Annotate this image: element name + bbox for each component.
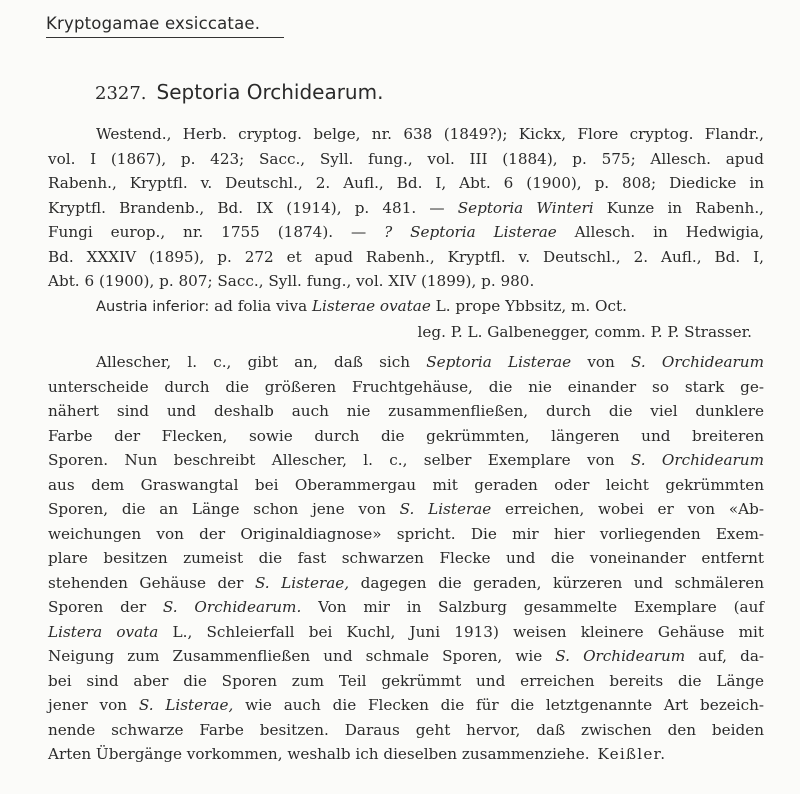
taxon-name: S. Orchidearum. [162, 598, 302, 616]
text: von [571, 353, 632, 371]
species-title: Septoria Orchidearum. [156, 80, 384, 104]
running-title: Kryptogamae exsiccatae. [46, 14, 284, 38]
locality-text: L. prope Ybbsitz, m. Oct. [430, 297, 627, 315]
discussion-line: plare besitzen zumeist die fast schwarzen Flecke und die voneinander entfernt [48, 549, 764, 567]
locality-line [48, 294, 764, 320]
taxon-name: S. Orchidearum [555, 647, 686, 665]
discussion-line: unterscheide durch die größeren Fruchtgehäuse, die nie einander so stark ge- [48, 377, 764, 396]
discussion-line [48, 595, 764, 620]
discussion-line [48, 620, 764, 645]
taxon-name: S. Orchidearum [630, 451, 764, 469]
text: auf, da- [685, 647, 765, 665]
references-block [48, 122, 764, 294]
text: L., Schleierfall bei Kuchl, Juni 1913) weisen kleinere Gehäuse mit [158, 622, 764, 641]
reference-line: Rabenh., Kryptfl. v. Deutschl., 2. Aufl., Bd. I, Abt. 6 (1900), p. 808; Diedicke in [48, 174, 764, 192]
locality-text: ad folia viva [209, 297, 312, 315]
reference-line: Westend., Herb. cryptog. belge, nr. 638 (1849?); Kickx, Flore cryptog. Flandr., [96, 125, 764, 143]
entry-number: 2327. [95, 83, 147, 104]
reference-text: Kunze in Rabenh., [593, 198, 764, 217]
discussion-line [48, 644, 764, 669]
reference-line [48, 196, 764, 221]
reference-text: Kryptfl. Brandenb., Bd. IX (1914), p. 481. — [48, 198, 458, 217]
discussion-line: Farbe der Flecken, sowie durch die gekrümmten, längeren und breiteren [48, 426, 764, 445]
text: Von mir in Salzburg gesammelte Exemplare (auf [301, 598, 764, 616]
discussion-line: nähert sind und deshalb auch nie zusammenfließen, durch die viel dunklere [48, 402, 764, 420]
text: Sporen, die an Länge schon jene von [48, 500, 400, 518]
reference-line [48, 220, 764, 245]
text: dagegen die geraden, kürzeren und schmäleren [349, 573, 764, 592]
discussion-line [48, 693, 764, 718]
text: stehenden Gehäuse der [48, 573, 255, 592]
taxon-name: S. Orchidearum [631, 353, 764, 371]
synonym-name: ? Septoria Listerae [384, 223, 557, 241]
reference-line: vol. I (1867), p. 423; Sacc., Syll. fung., vol. III (1884), p. 575; Allesch. apud [48, 149, 764, 168]
discussion-line [48, 497, 764, 522]
text: Allescher, l. c., gibt an, daß sich [96, 353, 427, 371]
taxon-name: Septoria Listerae [426, 353, 572, 371]
text: Sporen der [48, 598, 163, 616]
taxon-name: S. Listerae, [138, 696, 234, 714]
discussion-line [48, 571, 764, 596]
host-name: Listerae ovatae [311, 297, 431, 315]
discussion-line: weichungen von der Originaldiagnose» spricht. Die mir hier vorliegenden Exem- [48, 524, 764, 543]
text: jener von [48, 696, 139, 714]
reference-text: Fungi europ., nr. 1755 (1874). — [48, 223, 385, 241]
reference-text: Allesch. in Hedwigia, [556, 223, 764, 241]
text: Arten Übergänge vorkommen, weshalb ich dieselben zusammenziehe. [48, 745, 590, 763]
text: Sporen. Nun beschreibt Allescher, l. c., selber Exemplare von [48, 451, 631, 469]
collector-line: leg. P. L. Galbenegger, comm. P. P. Strasser. [417, 322, 752, 341]
taxon-name: Listera ovata [48, 622, 159, 641]
taxon-name: S. Listerae [399, 500, 492, 518]
discussion-line: nende schwarze Farbe besitzen. Daraus geht hervor, daß zwischen den beiden [48, 720, 764, 739]
discussion-block [48, 350, 764, 767]
locality-label: Austria inferior: [96, 298, 210, 315]
discussion-line [48, 350, 764, 375]
entry-heading [95, 80, 383, 104]
text: Neigung zum Zusammenfließen und schmale Sporen, wie [48, 647, 556, 665]
reference-line: Abt. 6 (1900), p. 807; Sacc., Syll. fung., vol. XIV (1899), p. 980. [48, 272, 535, 290]
text: wie auch die Flecken die für die letztgenannte Art bezeich- [233, 696, 764, 714]
taxon-name: S. Listerae, [254, 573, 350, 592]
author-name: Keißler. [597, 745, 667, 763]
locality-block [48, 294, 764, 344]
discussion-line: aus dem Graswangtal bei Oberammergau mit geraden oder leicht gekrümmten [48, 475, 764, 494]
discussion-line: bei sind aber die Sporen zum Teil gekrümmt und erreichen bereits die Länge [48, 671, 764, 690]
discussion-line [48, 742, 764, 767]
discussion-line [48, 448, 764, 473]
reference-line: Bd. XXXIV (1895), p. 272 et apud Rabenh., Kryptfl. v. Deutschl., 2. Aufl., Bd. I, [48, 247, 764, 266]
synonym-name: Septoria Winteri [457, 198, 594, 217]
text: erreichen, wobei er von «Ab- [491, 500, 764, 518]
